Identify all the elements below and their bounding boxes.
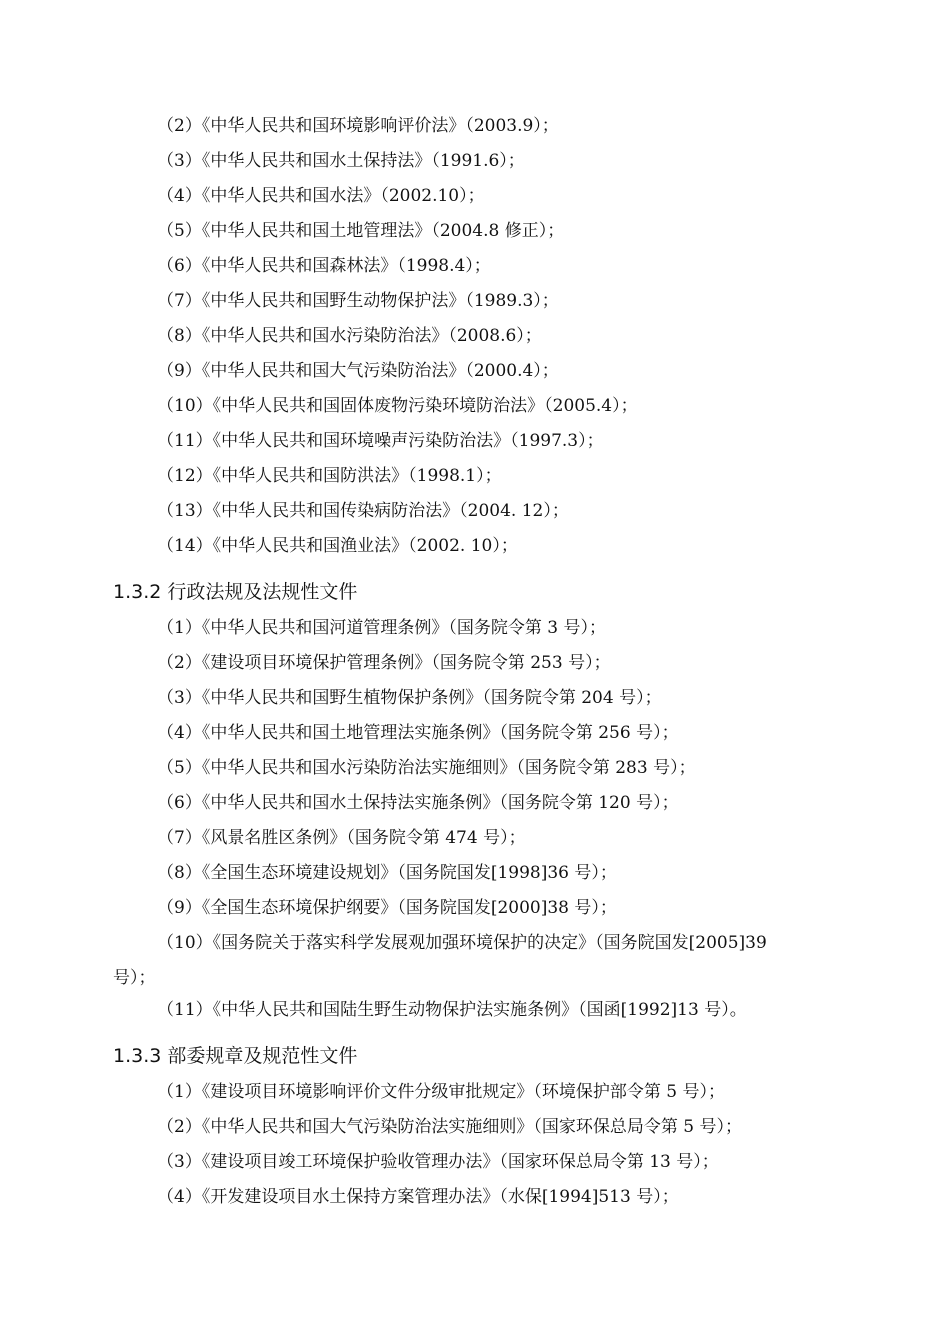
list-item: （11）《中华人民共和国陆生野生动物保护法实施条例》（国函[1992]13 号）。	[157, 1000, 747, 1020]
list-item: （10）《中华人民共和国固体废物污染环境防治法》（2005.4）；	[157, 396, 638, 416]
list-item: （4）《中华人民共和国土地管理法实施条例》（国务院令第 256 号）；	[157, 723, 679, 743]
list-item: （4）《开发建设项目水土保持方案管理办法》（水保[1994]513 号）；	[157, 1187, 679, 1207]
list-item: （8）《全国生态环境建设规划》（国务院国发[1998]36 号）；	[157, 863, 617, 883]
list-item: （10）《国务院关于落实科学发展观加强环境保护的决定》（国务院国发[2005]39	[157, 933, 767, 953]
list-item: （7）《风景名胜区条例》（国务院令第 474 号）；	[157, 828, 526, 848]
list-item: （3）《建设项目竣工环境保护验收管理办法》（国家环保总局令第 13 号）；	[157, 1152, 719, 1172]
list-item: （8）《中华人民共和国水污染防治法》（2008.6）；	[157, 326, 542, 346]
list-item: （14）《中华人民共和国渔业法》（2002. 10）；	[157, 536, 518, 556]
section-heading-1-3-2: 1.3.2 行政法规及法规性文件	[113, 581, 358, 603]
list-item: （7）《中华人民共和国野生动物保护法》（1989.3）；	[157, 291, 559, 311]
list-item: （1）《中华人民共和国河道管理条例》（国务院令第 3 号）；	[157, 618, 606, 638]
list-item: （5）《中华人民共和国水污染防治法实施细则》（国务院令第 283 号）；	[157, 758, 696, 778]
list-item: （1）《建设项目环境影响评价文件分级审批规定》（环境保护部令第 5 号）；	[157, 1082, 725, 1102]
list-item: （2）《建设项目环境保护管理条例》（国务院令第 253 号）；	[157, 653, 611, 673]
list-item: （2）《中华人民共和国环境影响评价法》（2003.9）；	[157, 116, 559, 136]
list-item: （4）《中华人民共和国水法》（2002.10）；	[157, 186, 485, 206]
list-item: （6）《中华人民共和国森林法》（1998.4）；	[157, 256, 491, 276]
list-item-continuation: 号）；	[113, 968, 156, 988]
list-item: （6）《中华人民共和国水土保持法实施条例》（国务院令第 120 号）；	[157, 793, 679, 813]
list-item: （2）《中华人民共和国大气污染防治法实施细则》（国家环保总局令第 5 号）；	[157, 1117, 742, 1137]
list-item: （12）《中华人民共和国防洪法》（1998.1）；	[157, 466, 502, 486]
list-item: （9）《全国生态环境保护纲要》（国务院国发[2000]38 号）；	[157, 898, 617, 918]
list-item: （9）《中华人民共和国大气污染防治法》（2000.4）；	[157, 361, 559, 381]
list-item: （11）《中华人民共和国环境噪声污染防治法》（1997.3）；	[157, 431, 604, 451]
list-item: （3）《中华人民共和国野生植物保护条例》（国务院令第 204 号）；	[157, 688, 662, 708]
list-item: （13）《中华人民共和国传染病防治法》（2004. 12）；	[157, 501, 569, 521]
list-item: （3）《中华人民共和国水土保持法》（1991.6）；	[157, 151, 525, 171]
list-item: （5）《中华人民共和国土地管理法》（2004.8 修正）；	[157, 221, 565, 241]
section-heading-1-3-3: 1.3.3 部委规章及规范性文件	[113, 1045, 358, 1067]
